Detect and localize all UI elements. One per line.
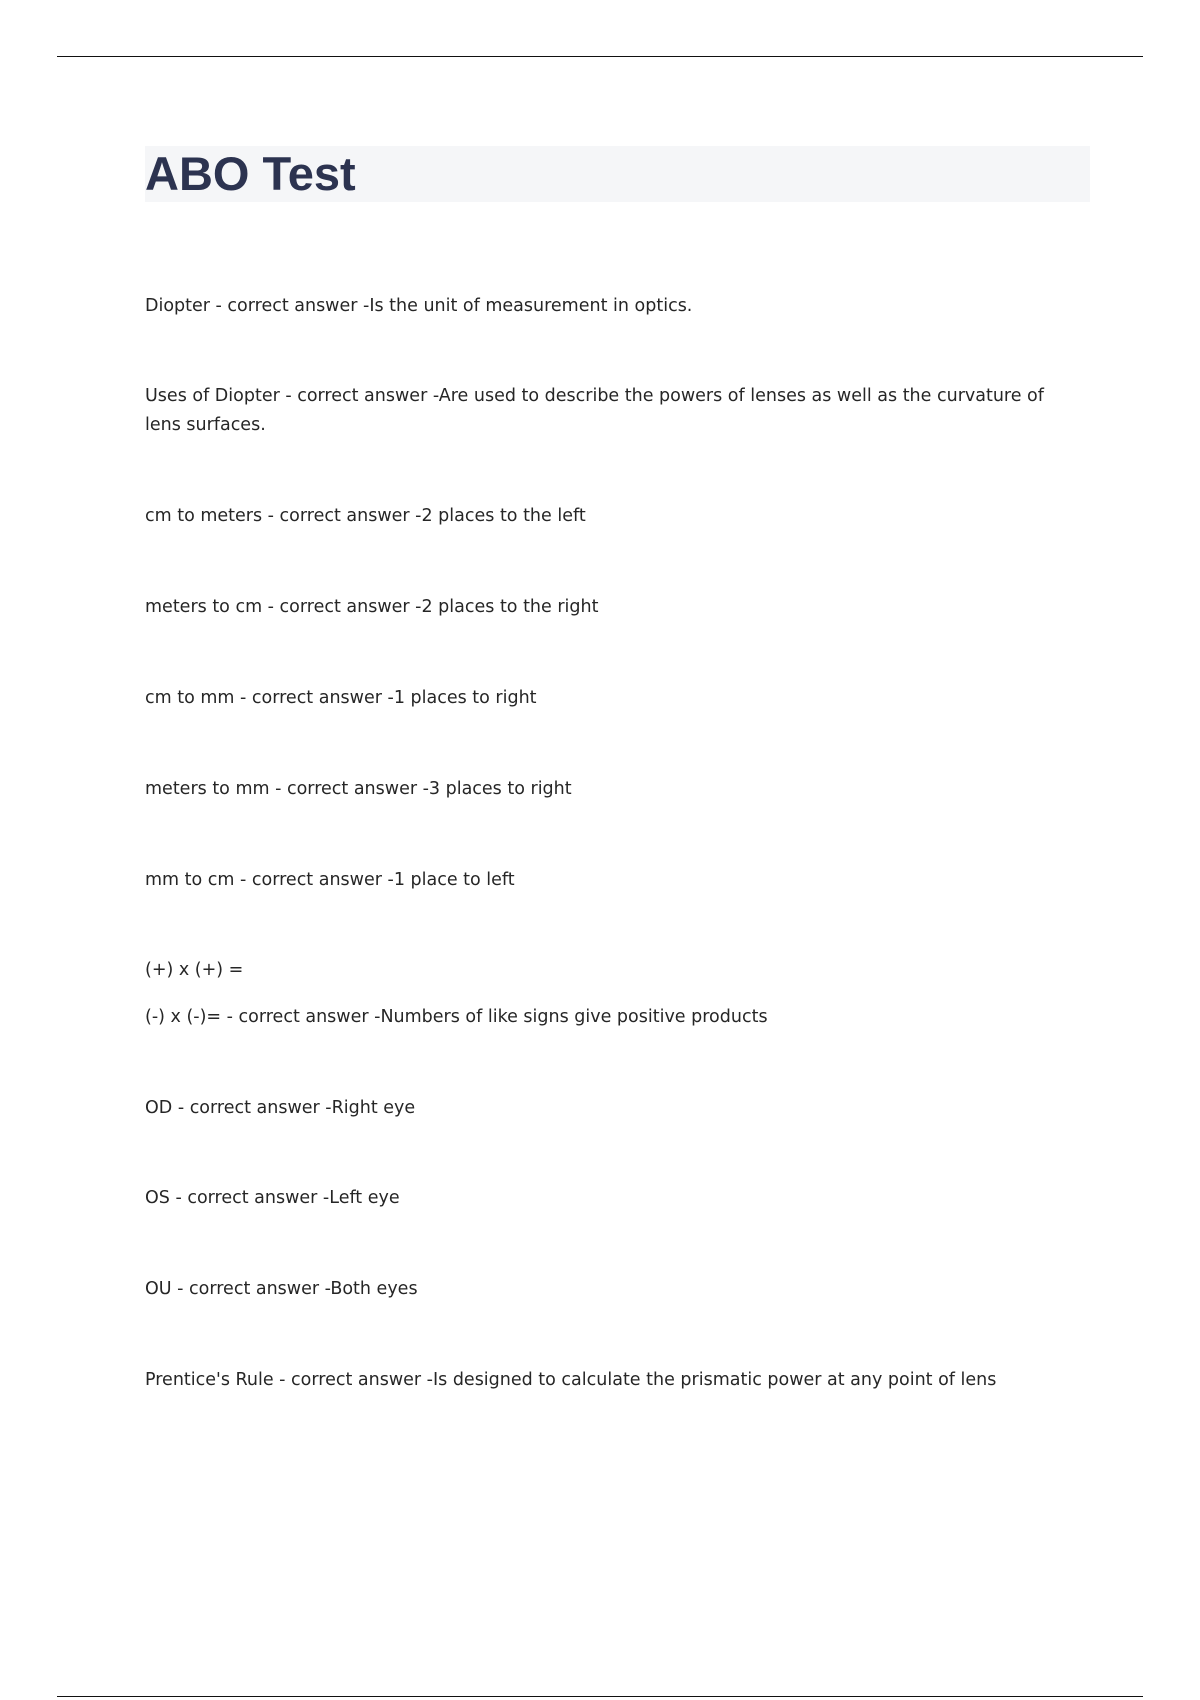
qa-entry-uses-of-diopter: Uses of Diopter - correct answer -Are used to describe the powers of lenses as well as the curvature of lens surfaces. (145, 386, 1044, 435)
qa-entry-ou: OU - correct answer -Both eyes (145, 1279, 418, 1299)
page-title: ABO Test (145, 147, 356, 200)
qa-entry-mm-to-cm: mm to cm - correct answer -1 place to left (145, 870, 515, 890)
qa-entry-signs-question: (+) x (+) = (145, 960, 244, 980)
qa-entry-cm-to-meters: cm to meters - correct answer -2 places to the left (145, 506, 586, 526)
qa-entry-os: OS - correct answer -Left eye (145, 1188, 400, 1208)
bottom-divider (57, 1696, 1143, 1697)
qa-entry-diopter: Diopter - correct answer -Is the unit of measurement in optics. (145, 296, 693, 316)
qa-entry-cm-to-mm: cm to mm - correct answer -1 places to right (145, 688, 537, 708)
qa-entry-meters-to-mm: meters to mm - correct answer -3 places to right (145, 779, 572, 799)
qa-entry-prentices-rule: Prentice's Rule - correct answer -Is designed to calculate the prismatic power at any point of lens (145, 1370, 997, 1390)
qa-entry-signs-answer: (-) x (-)= - correct answer -Numbers of like signs give positive products (145, 1007, 768, 1027)
top-divider (57, 56, 1143, 57)
qa-entry-od: OD - correct answer -Right eye (145, 1098, 416, 1118)
qa-entry-meters-to-cm: meters to cm - correct answer -2 places to the right (145, 597, 599, 617)
